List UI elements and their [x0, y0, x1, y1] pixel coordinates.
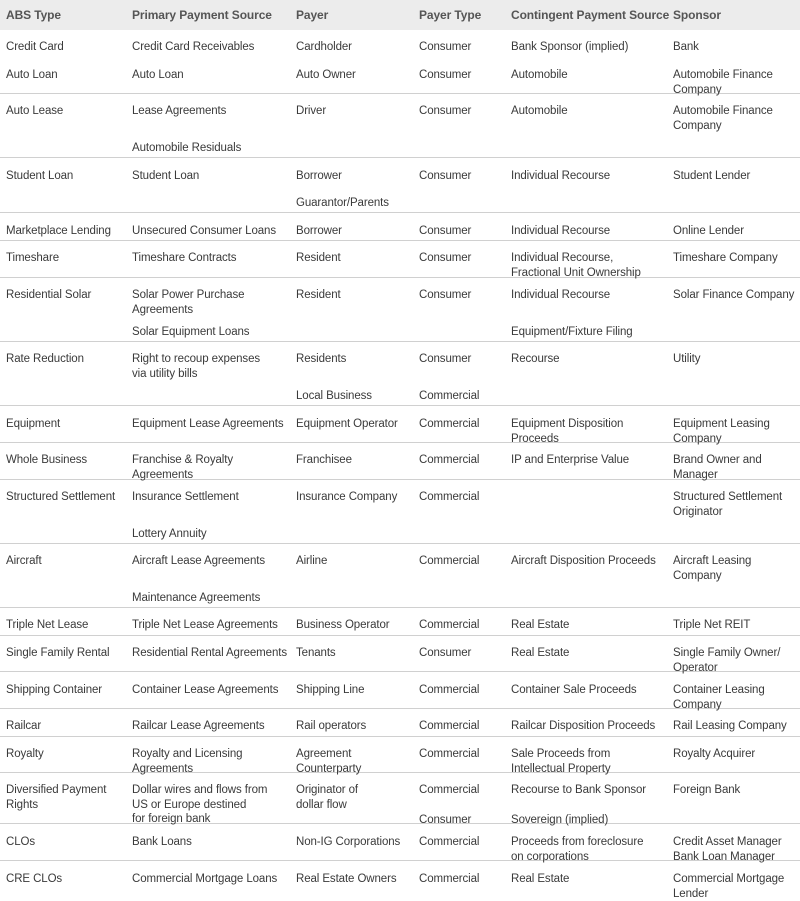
- cell-sponsor: Brand Owner and Manager: [673, 454, 762, 481]
- cell-abs-type: CLOs: [6, 836, 35, 848]
- cell-abs-type: Diversified Payment Rights: [6, 784, 107, 811]
- cell-payer: Borrower: [296, 170, 342, 182]
- cell-abs-type: Single Family Rental: [6, 647, 110, 659]
- cell-abs-type: Credit Card: [6, 41, 64, 53]
- cell-sponsor: Triple Net REIT: [673, 619, 751, 631]
- cell-sponsor: Timeshare Company: [673, 252, 778, 264]
- cell-payer: Resident: [296, 289, 341, 301]
- cell-contingent-payment-source: Railcar Disposition Proceeds: [511, 720, 656, 732]
- cell-contingent-payment-source: Sale Proceeds from Intellectual Property: [511, 748, 611, 775]
- cell-payer-type: Commercial: [419, 784, 480, 796]
- cell-contingent-payment-source: Recourse to Bank Sponsor: [511, 784, 647, 796]
- cell-payer-type: Commercial: [419, 836, 480, 848]
- cell-payer-type: Commercial: [419, 619, 480, 631]
- cell-payer-type: Commercial: [419, 418, 480, 430]
- cell-sponsor: Utility: [673, 353, 701, 365]
- cell-payer-type: Commercial: [419, 748, 480, 760]
- cell-primary-payment-source: Railcar Lease Agreements: [132, 720, 265, 732]
- cell-sponsor: Rail Leasing Company: [673, 720, 787, 732]
- cell-sponsor: Solar Finance Company: [673, 289, 795, 301]
- cell-payer: Borrower: [296, 225, 342, 237]
- cell-payer-type: Commercial: [419, 873, 480, 885]
- row-divider: [0, 157, 800, 158]
- cell-payer-type: Commercial: [419, 555, 480, 567]
- cell-contingent-payment-source: Real Estate: [511, 647, 570, 659]
- cell-sponsor: Automobile Finance Company: [673, 105, 773, 132]
- cell-sponsor: Online Lender: [673, 225, 744, 237]
- cell-sponsor: Foreign Bank: [673, 784, 741, 796]
- cell-primary-payment-source: Lottery Annuity: [132, 528, 207, 540]
- cell-primary-payment-source: Franchise & Royalty Agreements: [132, 454, 233, 481]
- cell-primary-payment-source: Automobile Residuals: [132, 142, 242, 154]
- cell-payer: Airline: [296, 555, 328, 567]
- cell-payer-type: Commercial: [419, 390, 480, 402]
- cell-abs-type: Auto Loan: [6, 69, 58, 81]
- row-divider: [0, 736, 800, 737]
- cell-payer-type: Consumer: [419, 69, 472, 81]
- cell-abs-type: Structured Settlement: [6, 491, 116, 503]
- cell-payer: Rail operators: [296, 720, 367, 732]
- cell-abs-type: Marketplace Lending: [6, 225, 111, 237]
- cell-abs-type: Whole Business: [6, 454, 88, 466]
- cell-payer-type: Commercial: [419, 491, 480, 503]
- header-payer: Payer: [296, 8, 329, 22]
- cell-sponsor: Credit Asset Manager Bank Loan Manager: [673, 836, 782, 863]
- cell-sponsor: Bank: [673, 41, 699, 53]
- cell-primary-payment-source: Bank Loans: [132, 836, 192, 848]
- cell-payer-type: Consumer: [419, 647, 472, 659]
- cell-abs-type: Residential Solar: [6, 289, 92, 301]
- cell-contingent-payment-source: Individual Recourse: [511, 225, 611, 237]
- cell-payer: Agreement Counterparty: [296, 748, 362, 775]
- cell-payer: Insurance Company: [296, 491, 398, 503]
- cell-contingent-payment-source: Equipment/Fixture Filing: [511, 326, 633, 338]
- cell-primary-payment-source: Maintenance Agreements: [132, 592, 261, 604]
- cell-primary-payment-source: Credit Card Receivables: [132, 41, 255, 53]
- cell-payer: Cardholder: [296, 41, 352, 53]
- cell-contingent-payment-source: Automobile: [511, 105, 568, 117]
- cell-payer: Originator of dollar flow: [296, 784, 358, 811]
- cell-primary-payment-source: Unsecured Consumer Loans: [132, 225, 276, 237]
- cell-sponsor: Structured Settlement Originator: [673, 491, 783, 518]
- cell-primary-payment-source: Student Loan: [132, 170, 200, 182]
- cell-contingent-payment-source: Equipment Disposition Proceeds: [511, 418, 624, 445]
- cell-sponsor: Royalty Acquirer: [673, 748, 756, 760]
- cell-abs-type: Triple Net Lease: [6, 619, 89, 631]
- cell-sponsor: Container Leasing Company: [673, 684, 765, 711]
- cell-contingent-payment-source: Individual Recourse: [511, 170, 611, 182]
- row-divider: [0, 212, 800, 213]
- cell-payer: Equipment Operator: [296, 418, 398, 430]
- cell-contingent-payment-source: Recourse: [511, 353, 560, 365]
- cell-payer-type: Consumer: [419, 225, 472, 237]
- row-divider: [0, 607, 800, 608]
- cell-payer: Local Business: [296, 390, 372, 402]
- cell-sponsor: Automobile Finance Company: [673, 69, 773, 96]
- cell-contingent-payment-source: Aircraft Disposition Proceeds: [511, 555, 656, 567]
- cell-payer-type: Consumer: [419, 105, 472, 117]
- cell-payer-type: Commercial: [419, 720, 480, 732]
- cell-payer: Auto Owner: [296, 69, 356, 81]
- cell-payer: Resident: [296, 252, 341, 264]
- row-divider: [0, 543, 800, 544]
- cell-contingent-payment-source: Sovereign (implied): [511, 814, 609, 826]
- cell-payer: Tenants: [296, 647, 336, 659]
- cell-payer-type: Consumer: [419, 41, 472, 53]
- cell-payer-type: Commercial: [419, 684, 480, 696]
- row-divider: [0, 772, 800, 773]
- row-divider: [0, 277, 800, 278]
- cell-primary-payment-source: Triple Net Lease Agreements: [132, 619, 278, 631]
- cell-primary-payment-source: Solar Equipment Loans: [132, 326, 250, 338]
- cell-contingent-payment-source: Container Sale Proceeds: [511, 684, 637, 696]
- cell-primary-payment-source: Auto Loan: [132, 69, 184, 81]
- cell-payer: Shipping Line: [296, 684, 365, 696]
- row-divider: [0, 341, 800, 342]
- cell-payer-type: Consumer: [419, 252, 472, 264]
- cell-contingent-payment-source: IP and Enterprise Value: [511, 454, 630, 466]
- cell-primary-payment-source: Royalty and Licensing Agreements: [132, 748, 243, 775]
- row-divider: [0, 823, 800, 824]
- header-payer-type: Payer Type: [419, 8, 482, 22]
- cell-abs-type: Aircraft: [6, 555, 42, 567]
- cell-abs-type: Auto Lease: [6, 105, 64, 117]
- cell-payer: Franchisee: [296, 454, 352, 466]
- cell-contingent-payment-source: Bank Sponsor (implied): [511, 41, 629, 53]
- cell-abs-type: Rate Reduction: [6, 353, 84, 365]
- cell-abs-type: Railcar: [6, 720, 42, 732]
- cell-primary-payment-source: Equipment Lease Agreements: [132, 418, 284, 430]
- cell-sponsor: Single Family Owner/ Operator: [673, 647, 781, 674]
- cell-primary-payment-source: Timeshare Contracts: [132, 252, 237, 264]
- row-divider: [0, 635, 800, 636]
- cell-primary-payment-source: Residential Rental Agreements: [132, 647, 287, 659]
- header-abs-type: ABS Type: [6, 8, 61, 22]
- header-primary-payment-source: Primary Payment Source: [132, 8, 272, 22]
- cell-contingent-payment-source: Individual Recourse: [511, 289, 611, 301]
- cell-contingent-payment-source: Real Estate: [511, 619, 570, 631]
- cell-primary-payment-source: Container Lease Agreements: [132, 684, 279, 696]
- cell-payer: Residents: [296, 353, 347, 365]
- cell-abs-type: Timeshare: [6, 252, 59, 264]
- cell-contingent-payment-source: Individual Recourse, Fractional Unit Ownership: [511, 252, 641, 279]
- cell-payer-type: Consumer: [419, 353, 472, 365]
- cell-primary-payment-source: Aircraft Lease Agreements: [132, 555, 266, 567]
- cell-primary-payment-source: Commercial Mortgage Loans: [132, 873, 278, 885]
- cell-contingent-payment-source: Real Estate: [511, 873, 570, 885]
- cell-payer-type: Consumer: [419, 814, 472, 826]
- row-divider: [0, 405, 800, 406]
- cell-sponsor: Commercial Mortgage Lender: [673, 873, 785, 900]
- cell-payer: Real Estate Owners: [296, 873, 397, 885]
- cell-sponsor: Student Lender: [673, 170, 751, 182]
- cell-abs-type: Equipment: [6, 418, 61, 430]
- cell-sponsor: Equipment Leasing Company: [673, 418, 770, 445]
- header-sponsor: Sponsor: [673, 8, 721, 22]
- cell-contingent-payment-source: Automobile: [511, 69, 568, 81]
- cell-abs-type: CRE CLOs: [6, 873, 63, 885]
- row-divider: [0, 240, 800, 241]
- cell-sponsor: Aircraft Leasing Company: [673, 555, 752, 582]
- cell-abs-type: Royalty: [6, 748, 44, 760]
- cell-payer: Driver: [296, 105, 327, 117]
- header-contingent-payment-source: Contingent Payment Source: [511, 8, 670, 22]
- cell-contingent-payment-source: Proceeds from foreclosure on corporations: [511, 836, 644, 863]
- cell-payer-type: Consumer: [419, 170, 472, 182]
- cell-payer-type: Commercial: [419, 454, 480, 466]
- cell-primary-payment-source: Lease Agreements: [132, 105, 227, 117]
- cell-payer: Guarantor/Parents: [296, 197, 389, 209]
- cell-abs-type: Shipping Container: [6, 684, 103, 696]
- cell-payer: Non-IG Corporations: [296, 836, 401, 848]
- cell-payer: Business Operator: [296, 619, 390, 631]
- cell-primary-payment-source: Solar Power Purchase Agreements: [132, 289, 245, 316]
- cell-primary-payment-source: Dollar wires and flows from US or Europe destined for foreign bank: [132, 784, 268, 825]
- cell-payer-type: Consumer: [419, 289, 472, 301]
- cell-abs-type: Student Loan: [6, 170, 74, 182]
- cell-primary-payment-source: Right to recoup expenses via utility bills: [132, 353, 261, 380]
- cell-primary-payment-source: Insurance Settlement: [132, 491, 239, 503]
